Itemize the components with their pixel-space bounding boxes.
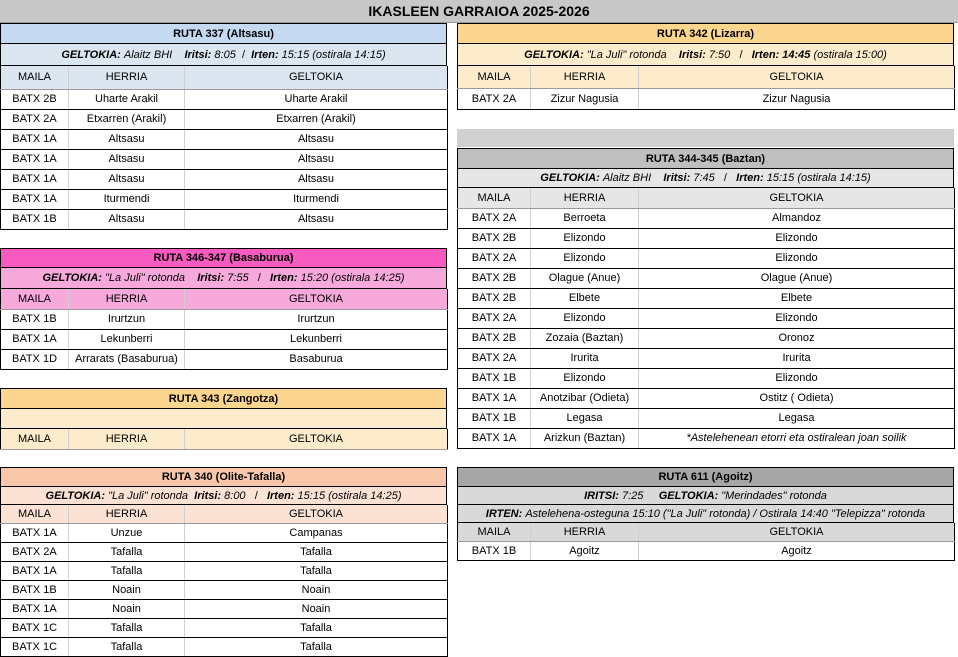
- table-cell: Oronoz: [639, 328, 955, 348]
- table-cell: Lekunberri: [69, 329, 185, 349]
- col-herria: HERRIA: [531, 66, 639, 88]
- route-611-table: [457, 523, 955, 561]
- col-maila: MAILA: [458, 523, 531, 541]
- table-cell: BATX 1D: [1, 349, 69, 369]
- table-cell: Noain: [69, 599, 185, 618]
- route-340-info: [0, 487, 447, 505]
- stop-label: GELTOKIA: Alaitz BHI Iritsi: 7:45 / Irten: 15:15 (ostirala 14:15): [540, 172, 871, 184]
- table-cell: BATX 1A: [458, 428, 531, 448]
- separator-band: [457, 129, 954, 147]
- col-geltokia: GELTOKIA: [639, 188, 955, 208]
- col-herria: HERRIA: [69, 289, 185, 309]
- table-cell: BATX 2B: [458, 268, 531, 288]
- route-342-block: [457, 23, 954, 111]
- table-cell: BATX 2A: [1, 109, 69, 129]
- table-cell: Elizondo: [639, 308, 955, 328]
- table-cell: BATX 2A: [458, 248, 531, 268]
- table-cell: Irurita: [639, 348, 955, 368]
- route-343-table: [0, 429, 448, 450]
- table-cell: Altsasu: [185, 149, 448, 169]
- table-cell: Tafalla: [69, 637, 185, 656]
- route-337-block: [0, 23, 447, 233]
- table-cell: Unzue: [69, 523, 185, 542]
- route-611-block: [457, 467, 954, 561]
- route-346-header: RUTA 346-347 (Basaburua): [0, 248, 447, 268]
- col-maila: MAILA: [1, 289, 69, 309]
- table-cell: BATX 1B: [458, 541, 531, 560]
- col-geltokia: GELTOKIA: [185, 289, 448, 309]
- table-cell: *Astelehenean etorri eta ostiralean joan soilik: [639, 428, 955, 448]
- table-cell: Etxarren (Arakil): [69, 109, 185, 129]
- col-herria: HERRIA: [69, 66, 185, 89]
- stop-label: GELTOKIA: "La Juli" rotonda Iritsi: 8:00 / Irten: 15:15 (ostirala 14:25): [45, 489, 402, 502]
- table-cell: Zizur Nagusia: [531, 88, 639, 109]
- table-cell: BATX 1A: [458, 388, 531, 408]
- col-herria: HERRIA: [69, 429, 185, 449]
- irten-label: IRTEN: Astelehena-osteguna 15:10 ("La Juli" rotonda) / Ostirala 14:40 "Telepizza" rotonda: [485, 507, 926, 520]
- table-cell: Zizur Nagusia: [639, 88, 955, 109]
- table-cell: Agoitz: [639, 541, 955, 560]
- col-herria: HERRIA: [531, 188, 639, 208]
- table-cell: BATX 1A: [1, 129, 69, 149]
- table-cell: Altsasu: [69, 149, 185, 169]
- table-cell: Almandoz: [639, 208, 955, 228]
- stop-label: IRITSI: 7:25 GELTOKIA: "Merindades" rotonda: [584, 489, 827, 502]
- route-343-info: [0, 409, 447, 429]
- table-cell: Noain: [185, 580, 448, 599]
- route-342-header: RUTA 342 (Lizarra): [457, 23, 954, 44]
- table-cell: Tafalla: [69, 561, 185, 580]
- table-cell: Tafalla: [185, 637, 448, 656]
- table-cell: BATX 2B: [458, 328, 531, 348]
- col-geltokia: GELTOKIA: [185, 429, 448, 449]
- table-cell: Uharte Arakil: [185, 89, 448, 109]
- col-maila: MAILA: [458, 66, 531, 88]
- table-cell: Olague (Anue): [639, 268, 955, 288]
- table-cell: Lekunberri: [185, 329, 448, 349]
- table-cell: BATX 1A: [1, 561, 69, 580]
- table-cell: Ostitz ( Odieta): [639, 388, 955, 408]
- col-maila: MAILA: [1, 429, 69, 449]
- table-cell: BATX 1A: [1, 329, 69, 349]
- table-cell: Zozaia (Baztan): [531, 328, 639, 348]
- route-344-header: RUTA 344-345 (Baztan): [457, 148, 954, 169]
- table-cell: Altsasu: [69, 209, 185, 229]
- table-cell: Altsasu: [185, 209, 448, 229]
- col-geltokia: GELTOKIA: [185, 66, 448, 89]
- table-cell: Elbete: [639, 288, 955, 308]
- table-cell: Arrarats (Basaburua): [69, 349, 185, 369]
- route-337-info: [0, 44, 447, 66]
- table-cell: Iturmendi: [69, 189, 185, 209]
- sheet-title: IKASLEEN GARRAIOA 2025-2026: [0, 0, 958, 23]
- table-cell: Noain: [185, 599, 448, 618]
- stop-label: GELTOKIA: Alaitz BHI Iritsi: 8:05 / Irten: 15:15 (ostirala 14:15): [61, 48, 386, 61]
- table-cell: Irurtzun: [69, 309, 185, 329]
- table-cell: Elizondo: [531, 308, 639, 328]
- table-cell: Tafalla: [69, 542, 185, 561]
- route-611-header: RUTA 611 (Agoitz): [457, 467, 954, 487]
- col-herria: HERRIA: [69, 505, 185, 523]
- route-344-block: [457, 148, 954, 450]
- table-cell: BATX 1A: [1, 149, 69, 169]
- route-344-table: [457, 188, 955, 449]
- table-cell: BATX 2B: [458, 288, 531, 308]
- table-cell: BATX 1C: [1, 637, 69, 656]
- table-cell: BATX 1C: [1, 618, 69, 637]
- table-cell: Etxarren (Arakil): [185, 109, 448, 129]
- route-340-header: RUTA 340 (Olite-Tafalla): [0, 467, 447, 487]
- table-cell: Tafalla: [185, 542, 448, 561]
- table-cell: BATX 2A: [1, 542, 69, 561]
- route-342-table: [457, 66, 955, 110]
- table-cell: Elizondo: [639, 228, 955, 248]
- route-343-header: RUTA 343 (Zangotza): [0, 388, 447, 409]
- table-cell: BATX 2A: [458, 208, 531, 228]
- table-cell: Elizondo: [531, 248, 639, 268]
- route-346-block: [0, 248, 447, 370]
- table-cell: Noain: [69, 580, 185, 599]
- col-maila: MAILA: [1, 66, 69, 89]
- table-cell: Campanas: [185, 523, 448, 542]
- route-340-table: [0, 505, 448, 657]
- table-cell: BATX 1B: [458, 368, 531, 388]
- table-cell: BATX 1B: [1, 209, 69, 229]
- table-cell: BATX 2A: [458, 348, 531, 368]
- table-cell: BATX 1A: [1, 189, 69, 209]
- table-cell: Altsasu: [69, 129, 185, 149]
- col-geltokia: GELTOKIA: [185, 505, 448, 523]
- table-cell: Anotzibar (Odieta): [531, 388, 639, 408]
- table-cell: Uharte Arakil: [69, 89, 185, 109]
- table-cell: Irurita: [531, 348, 639, 368]
- table-cell: Elizondo: [531, 368, 639, 388]
- table-cell: BATX 1B: [458, 408, 531, 428]
- route-342-info: [457, 44, 954, 66]
- table-cell: Basaburua: [185, 349, 448, 369]
- table-cell: Arizkun (Baztan): [531, 428, 639, 448]
- table-cell: Legasa: [639, 408, 955, 428]
- col-herria: HERRIA: [531, 523, 639, 541]
- stop-label: GELTOKIA: "La Juli" rotonda Iritsi: 7:50 / Irten: 14:45 (ostirala 15:00): [524, 48, 887, 61]
- col-geltokia: GELTOKIA: [639, 66, 955, 88]
- table-cell: Elizondo: [531, 228, 639, 248]
- route-337-table: [0, 66, 448, 230]
- table-cell: Tafalla: [185, 618, 448, 637]
- table-cell: BATX 2A: [458, 308, 531, 328]
- table-cell: BATX 2B: [458, 228, 531, 248]
- table-cell: Berroeta: [531, 208, 639, 228]
- table-cell: BATX 2A: [458, 88, 531, 109]
- table-cell: BATX 1A: [1, 523, 69, 542]
- stop-label: GELTOKIA: "La Juli" rotonda Iritsi: 7:55 / Irten: 15:20 (ostirala 14:25): [42, 272, 405, 284]
- col-geltokia: GELTOKIA: [639, 523, 955, 541]
- table-cell: Altsasu: [185, 129, 448, 149]
- table-cell: BATX 2B: [1, 89, 69, 109]
- table-cell: BATX 1A: [1, 599, 69, 618]
- route-344-info: [457, 169, 954, 188]
- table-cell: BATX 1B: [1, 580, 69, 599]
- route-337-header: RUTA 337 (Altsasu): [0, 23, 447, 44]
- table-cell: Elizondo: [639, 248, 955, 268]
- col-maila: MAILA: [458, 188, 531, 208]
- table-cell: Olague (Anue): [531, 268, 639, 288]
- route-346-info: [0, 268, 447, 289]
- table-cell: Altsasu: [185, 169, 448, 189]
- table-cell: BATX 1A: [1, 169, 69, 189]
- table-cell: Legasa: [531, 408, 639, 428]
- table-cell: Tafalla: [69, 618, 185, 637]
- route-343-block: [0, 388, 447, 450]
- route-611-info: [457, 487, 954, 505]
- route-611-irten: [457, 505, 954, 523]
- table-cell: Altsasu: [69, 169, 185, 189]
- route-340-block: [0, 467, 447, 654]
- table-cell: Elizondo: [639, 368, 955, 388]
- route-346-table: [0, 289, 448, 370]
- table-cell: Irurtzun: [185, 309, 448, 329]
- table-cell: BATX 1B: [1, 309, 69, 329]
- table-cell: Tafalla: [185, 561, 448, 580]
- col-maila: MAILA: [1, 505, 69, 523]
- table-cell: Iturmendi: [185, 189, 448, 209]
- table-cell: Agoitz: [531, 541, 639, 560]
- table-cell: Elbete: [531, 288, 639, 308]
